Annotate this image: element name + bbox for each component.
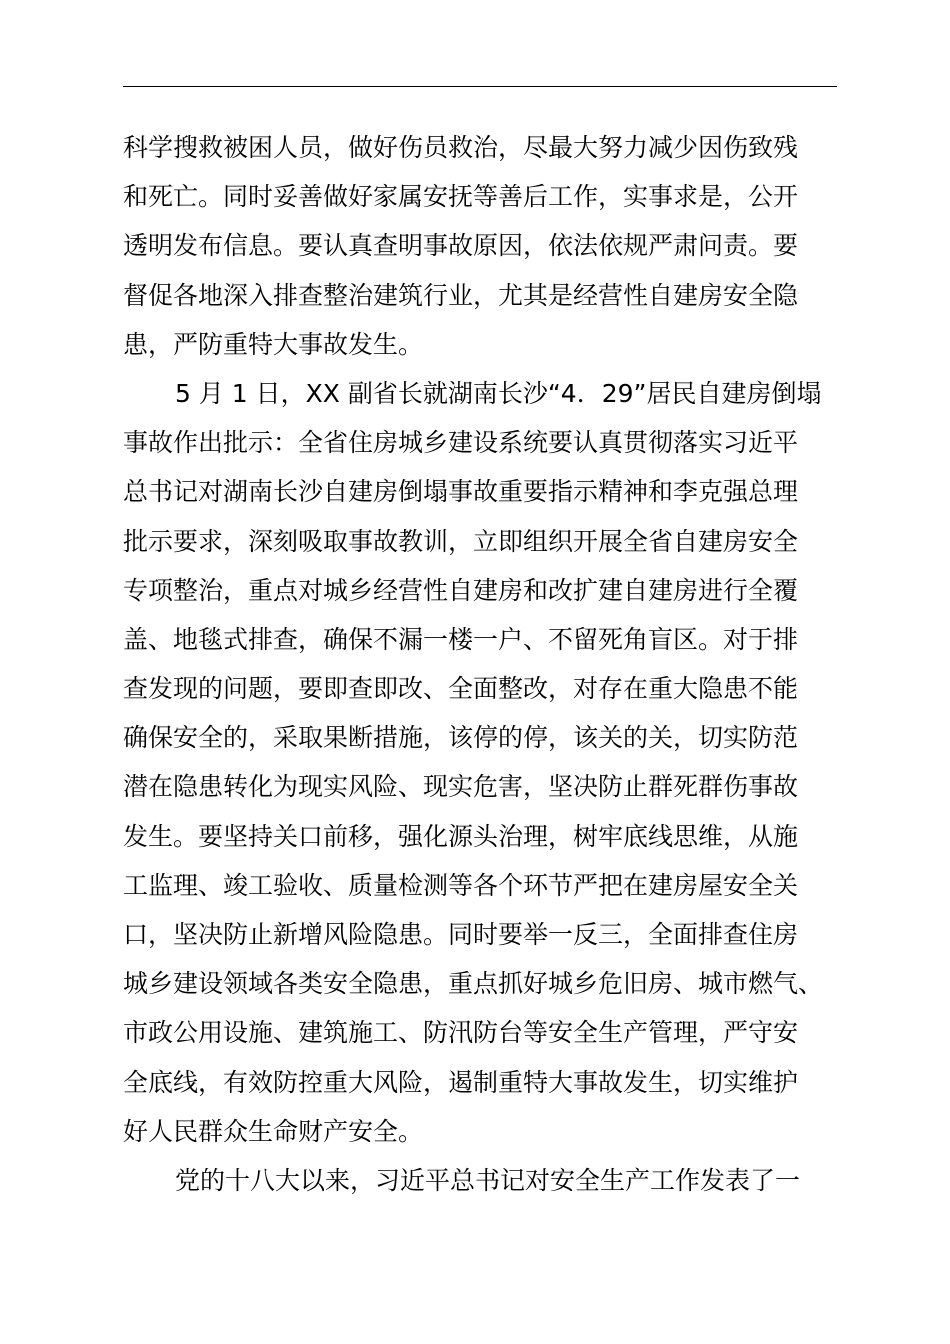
text-line: 工监理、竣工验收、质量检测等各个环节严把在建房屋安全关 <box>123 870 799 900</box>
text-line: 城乡建设领域各类安全隐患，重点抓好城乡危旧房、城市燃气、 <box>123 969 824 999</box>
text-line: 总书记对湖南长沙自建房倒塌事故重要指示精神和李克强总理 <box>123 477 799 507</box>
paragraph-start-line: 党的十八大以来，习近平总书记对安全生产工作发表了一 <box>175 1165 801 1195</box>
text-line: 患，严防重特大事故发生。 <box>123 329 424 359</box>
text-line: 好人民群众生命财产安全。 <box>123 1116 424 1146</box>
body-text <box>123 128 843 1210</box>
text-line: 批示要求，深刻吸取事故教训，立即组织开展全省自建房安全 <box>123 526 799 556</box>
header-rule <box>123 86 837 87</box>
text-line: 事故作出批示：全省住房城乡建设系统要认真贯彻落实习近平 <box>123 428 799 458</box>
text-line: 市政公用设施、建筑施工、防汛防台等安全生产管理，严守安 <box>123 1018 799 1048</box>
text-line: 盖、地毯式排查，确保不漏一楼一户、不留死角盲区。对于排 <box>123 624 799 654</box>
text-line: 专项整治，重点对城乡经营性自建房和改扩建自建房进行全覆 <box>123 575 799 605</box>
text-line: 潜在隐患转化为现实风险、现实危害，坚决防止群死群伤事故 <box>123 772 799 802</box>
text-line: 督促各地深入排查整治建筑行业，尤其是经营性自建房安全隐 <box>123 280 799 310</box>
text-line: 透明发布信息。要认真查明事故原因，依法依规严肃问责。要 <box>123 231 799 261</box>
text-line: 查发现的问题，要即查即改、全面整改，对存在重大隐患不能 <box>123 674 799 704</box>
text-line: 和死亡。同时妥善做好家属安抚等善后工作，实事求是，公开 <box>123 182 799 212</box>
text-line: 全底线，有效防控重大风险，遏制重特大事故发生，切实维护 <box>123 1067 799 1097</box>
text-line: 科学搜救被困人员，做好伤员救治，尽最大努力减少因伤致残 <box>123 133 799 162</box>
text-line: 确保安全的，采取果断措施，该停的停，该关的关，切实防范 <box>123 723 799 753</box>
text-line: 发生。要坚持关口前移，强化源头治理，树牢底线思维，从施 <box>123 821 799 851</box>
text-line: 口，坚决防止新增风险隐患。同时要举一反三，全面排查住房 <box>123 920 799 949</box>
paragraph-start-line: 5 月 1 日，XX 副省长就湖南长沙“4．29”居民自建房倒塌 <box>175 378 822 408</box>
